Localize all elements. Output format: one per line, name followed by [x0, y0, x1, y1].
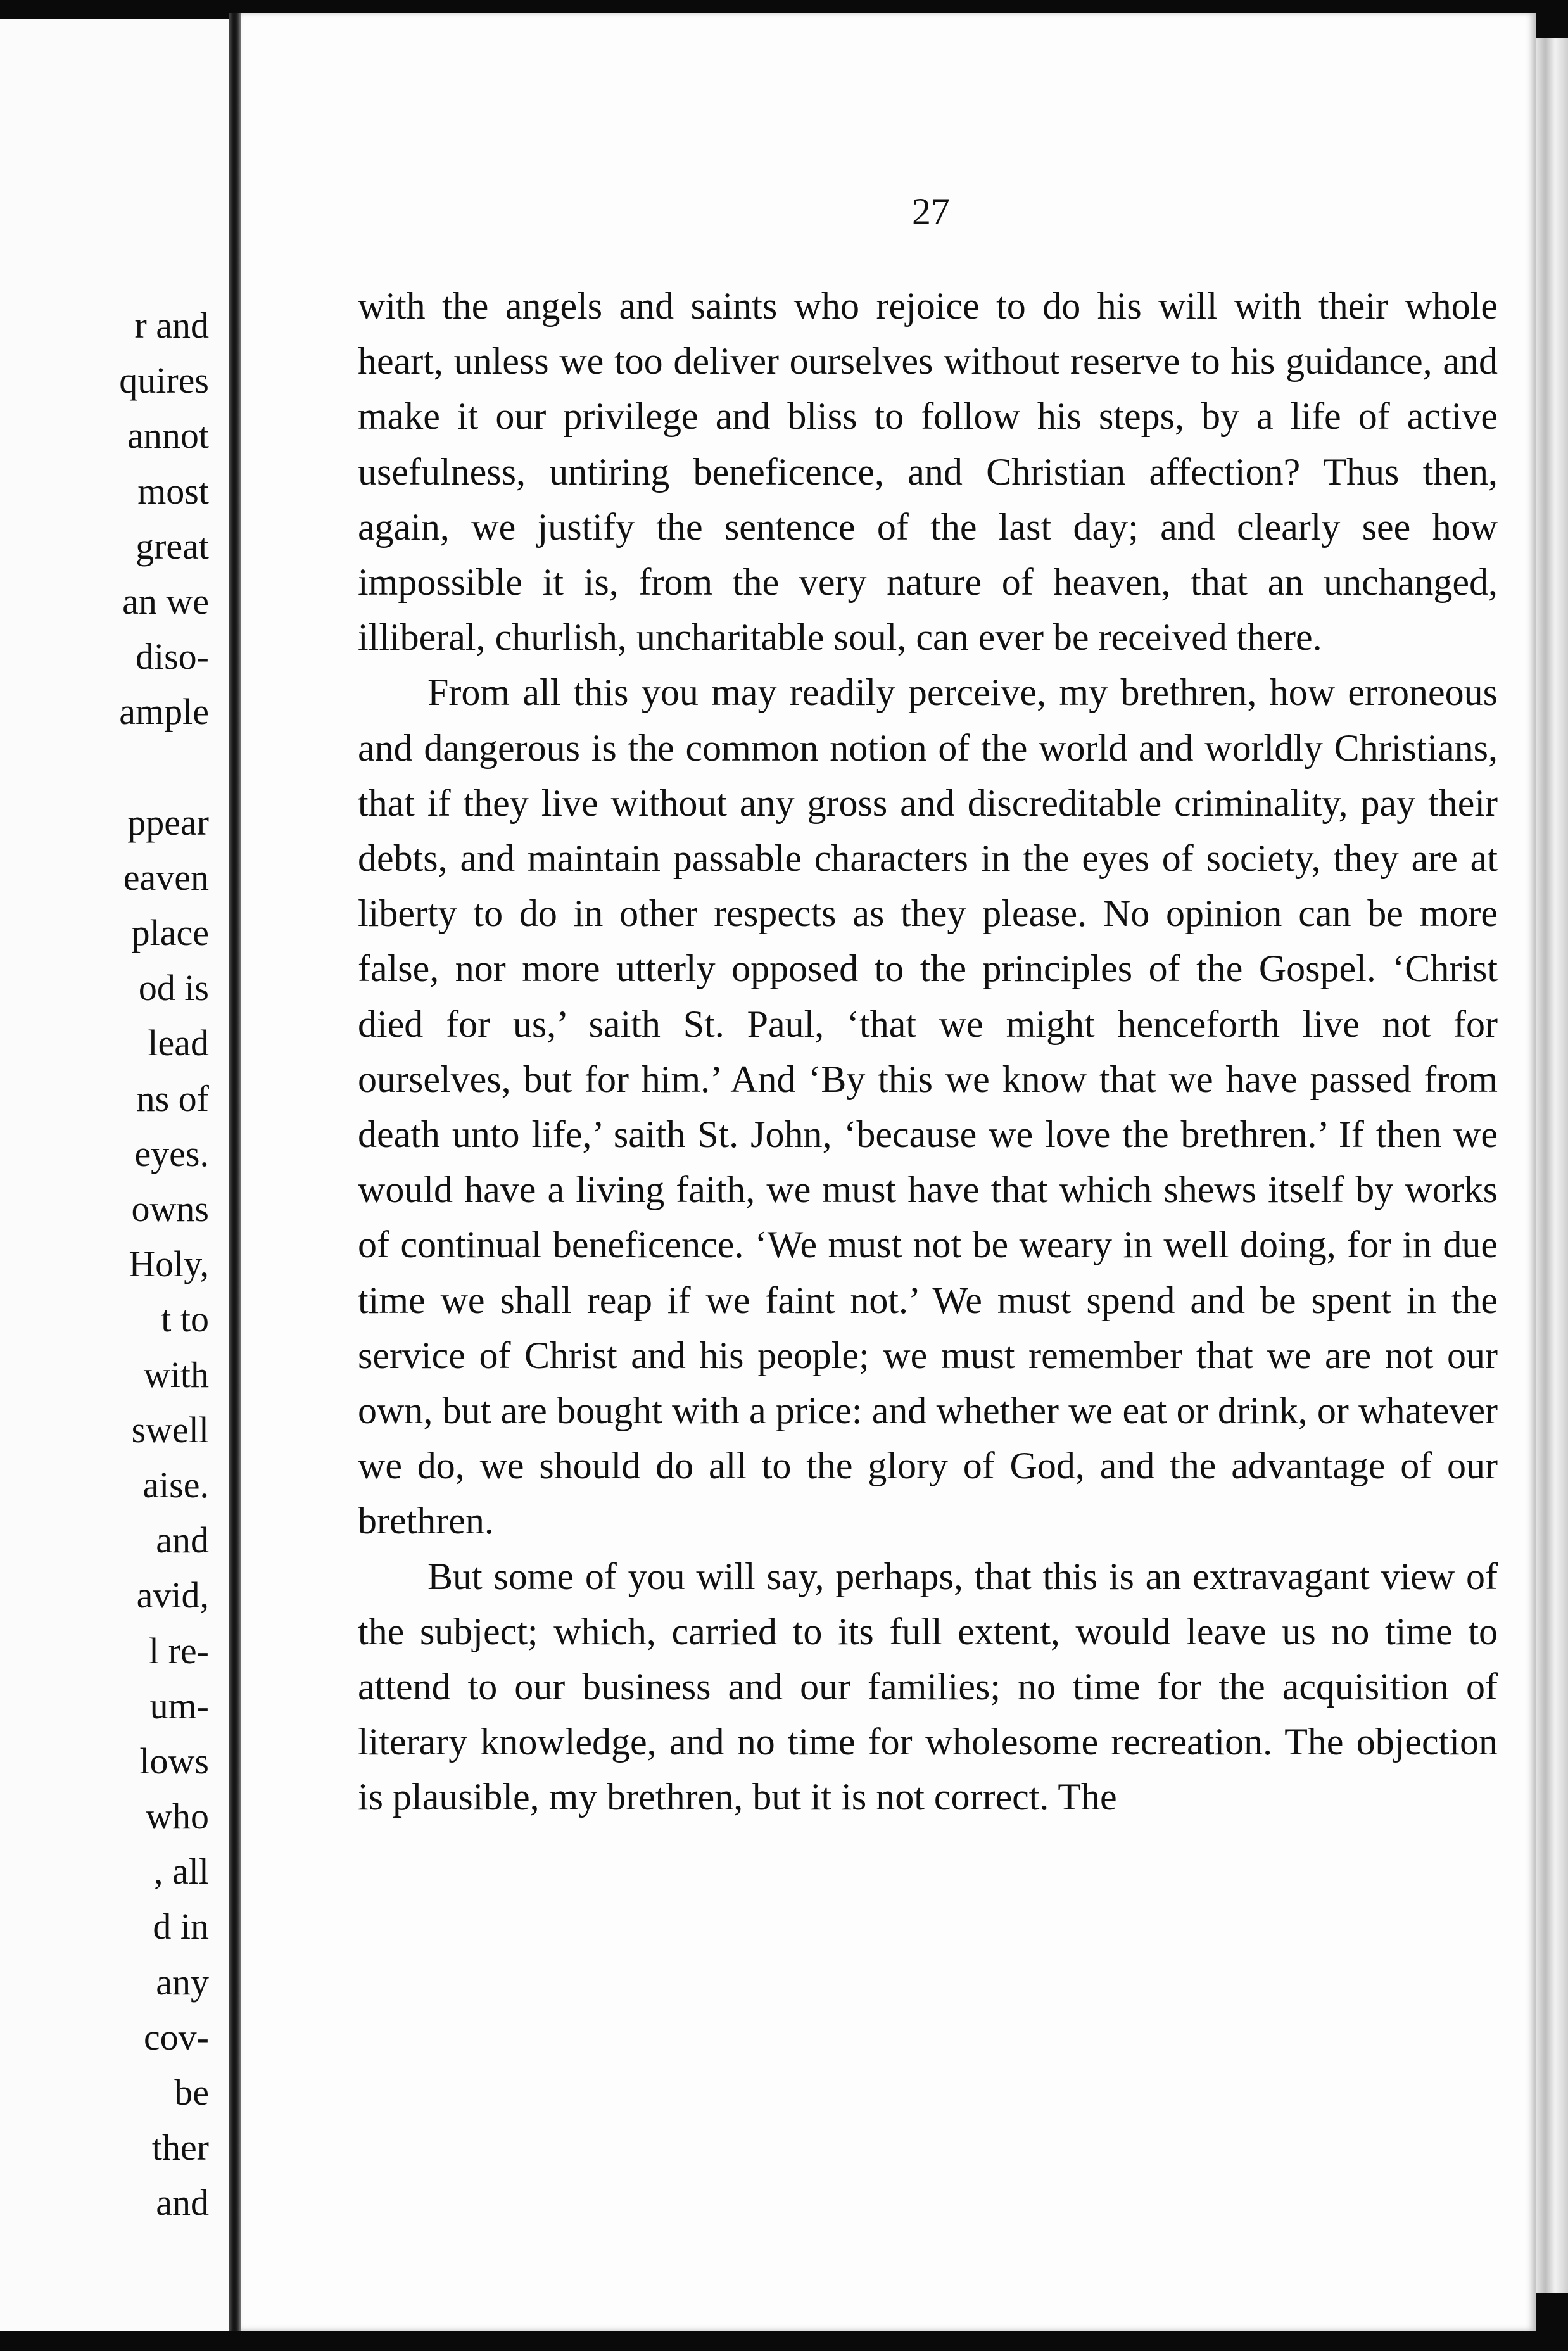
- previous-page-line: with: [143, 1353, 209, 1395]
- previous-page-line: lead: [148, 1022, 209, 1064]
- previous-page-line: place: [131, 912, 209, 954]
- previous-page-line: and: [156, 1519, 209, 1561]
- previous-page-line: diso-: [136, 636, 209, 678]
- previous-page-line: aise.: [142, 1464, 209, 1505]
- previous-page-line: l re-: [149, 1630, 209, 1671]
- previous-page-line: and: [156, 2182, 209, 2224]
- previous-page-line: ther: [151, 2127, 209, 2169]
- previous-page-line: lows: [139, 1740, 209, 1782]
- previous-page-line: swell: [131, 1409, 209, 1450]
- previous-page-fragment: [0, 19, 229, 2337]
- previous-page-line: avid,: [136, 1575, 209, 1616]
- previous-page-line: eaven: [123, 856, 209, 898]
- previous-page-line: Holy,: [129, 1243, 209, 1285]
- previous-page-line: be: [174, 2072, 209, 2113]
- previous-page-line: cov-: [143, 2016, 209, 2058]
- previous-page-line: most: [137, 470, 209, 512]
- previous-page-line: [0, 740, 209, 795]
- paragraph-3: But some of you will say, perhaps, that this is an extravagant view of the subject; which, carried to its full extent, would leave us no time to attend to our business and our families; no time for the acquisition of literary knowledge, and no time for wholesome recreation. The objection is plausible, my brethren, but it is not correct. The: [358, 1555, 1498, 1818]
- previous-page-line: um-: [149, 1685, 209, 1727]
- previous-page-line: who: [146, 1796, 209, 1837]
- previous-page-line: od is: [138, 967, 209, 1009]
- previous-page-line-fragments: [0, 298, 209, 2231]
- previous-page-line: , all: [154, 1851, 209, 1892]
- previous-page-line: ns of: [136, 1077, 209, 1119]
- previous-page-line: t to: [161, 1298, 209, 1340]
- previous-page-line: ample: [119, 691, 209, 733]
- previous-page-line: eyes.: [134, 1132, 209, 1174]
- paragraph-2: From all this you may readily perceive, my brethren, how erroneous and dangerous is the common notion of the world and worldly Christians, that if they live without any gross and discreditable criminality, pay their debts, and maintain passable characters in the eyes of society, they are at liberty to do in other respects as they please. No opinion can be more false, nor more utterly opposed to the principles of the Gospel. ‘Christ died for us,’ saith St. Paul, ‘that we might henceforth live not for ourselves, but for him.’ And ‘By this we know that we have passed from death unto life,’ saith St. John, ‘because we love the brethren.’ If then we would have a living faith, we must have that which shews itself by works of continual beneficence. ‘We must not be weary in well doing, for in due time we shall reap if we faint not.’ We must spend and be spent in the service of Christ and his people; we must remember that we are not our own, but are bought with a price: and whether we eat or drink, or whatever we do, we should do all to the glory of God, and the advantage of our brethren.: [358, 671, 1498, 1542]
- previous-page-line: r and: [134, 305, 209, 346]
- scan-bottom-border: [0, 2331, 1568, 2351]
- previous-page-line: any: [156, 1961, 209, 2003]
- previous-page-line: great: [136, 525, 209, 567]
- page-edge: [1536, 38, 1568, 2293]
- previous-page-line: quires: [119, 360, 209, 402]
- previous-page-line: d in: [153, 1906, 209, 1948]
- paragraph-1: with the angels and saints who rejoice to do his will with their whole heart, unless we too deliver ourselves without reserve to his guidance, and make it our privilege and bliss to follow his steps, by a life of active usefulness, untiring beneficence, and Christian affection? Thus then, again, we justify the sentence of the last day; and clearly see how impossible it is, from the very nature of heaven, that an unchanged, illiberal, churlish, uncharitable soul, can ever be received there.: [358, 285, 1498, 659]
- book-gutter: [229, 13, 241, 2338]
- previous-page-line: an we: [122, 580, 209, 622]
- page-number: 27: [912, 191, 950, 232]
- page-body-text: [358, 279, 1498, 1825]
- previous-page-line: ppear: [127, 801, 209, 843]
- previous-page-line: annot: [127, 415, 209, 457]
- previous-page-line: owns: [131, 1188, 209, 1229]
